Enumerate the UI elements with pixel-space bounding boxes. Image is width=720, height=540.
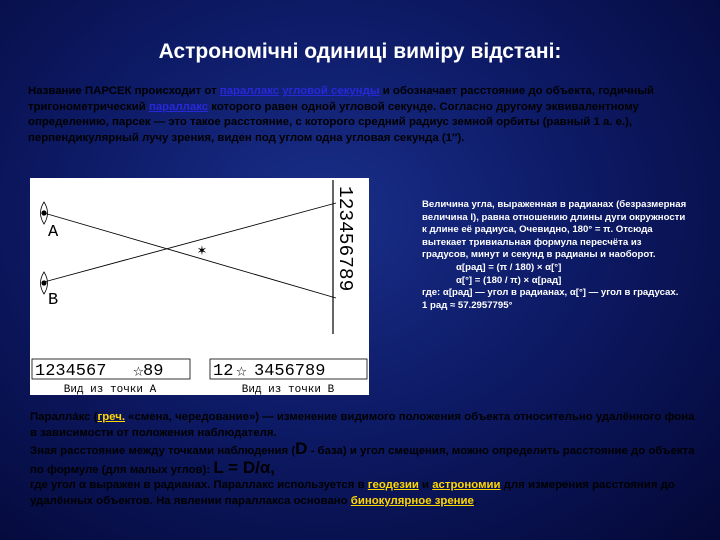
parallax-paragraph-2 (30, 441, 695, 478)
arc-second-link[interactable]: угловой секунды (282, 85, 380, 97)
parallax-link-2[interactable]: параллакс (148, 100, 209, 113)
parallax-text-1: Паралла́кс ( (30, 411, 98, 423)
radian-definition: Величина угла, выраженная в радианах (безразмерная величина l), равна отношению длины дуги окружности к длине её радиуса, Очевидно, 180° = π. Отсюда вытекает тривиальная формула пересчёта из градусов, минут и секунд в радианы и наоборот. (422, 199, 687, 261)
parallax-text-3: Зная расстояние между точками наблюдения ( (30, 445, 296, 458)
view-a-star-icon: ☆ (133, 362, 144, 382)
parallax-diagram-svg (30, 178, 369, 395)
sight-line-from-b (44, 203, 336, 282)
parallax-diagram (30, 178, 369, 395)
astronomy-link[interactable]: астрономии (432, 479, 501, 492)
base-symbol: D (295, 439, 308, 459)
view-a-caption: Вид из точки А (63, 384, 157, 395)
point-b-label: B (48, 291, 59, 310)
background-scale-digits: 123456789 (334, 186, 356, 292)
parallax-text-3c: - база) и угол смещения, можно определить расстояние до объекта по формуле (для малых углов): (30, 445, 695, 476)
radian-legend: где: α[рад] — угол в радианах, α[°] — угол в градусах. (422, 287, 679, 299)
binocular-vision-link[interactable]: бинокулярное зрение (350, 494, 474, 507)
parallax-text-7: . (473, 494, 478, 507)
parallax-text-5: и (418, 479, 433, 492)
parallax-paragraph-3 (30, 478, 695, 509)
view-b-digits-head: 12 (213, 362, 234, 381)
object-star-icon: ✶ (196, 243, 208, 258)
greek-link[interactable]: греч. (97, 411, 125, 423)
eye-icon-a (41, 202, 48, 224)
sight-line-from-a (44, 213, 336, 298)
intro-text-1: Название ПАРСЕК происходит от (28, 85, 220, 97)
geodesy-link[interactable]: геодезии (367, 479, 419, 492)
eye-icon-b (41, 272, 48, 294)
distance-formula: L = D/α, (213, 457, 275, 477)
view-a-digits-tail: 89 (143, 362, 164, 381)
parallax-text-4: где угол α выражен в радианах. Параллакс используется в (30, 479, 368, 492)
parallax-paragraph-1 (30, 410, 695, 441)
parallax-link[interactable]: параллакс (219, 85, 280, 97)
radian-value: 1 рад ≈ 57.2957795° (422, 299, 513, 311)
slide-title: Астрономічні одиниці виміру відстані: (158, 40, 562, 63)
view-b-caption: Вид из точки В (241, 384, 335, 395)
parallax-text-2: «смена, чередование») — изменение видимого положения объекта относительно удалённого фона в зависимости от положения наблюдателя. (30, 411, 695, 439)
intro-text-4: которого равен одной угловой секунде. Согласно другому эквивалентному определению, парсек — это такое расстояние, с которого средний радиус земной орбиты (равный 1 а. е.), перпендикулярный лучу зрения, виден под углом одна угловая секунда (1″). (28, 100, 639, 144)
parsec-definition (28, 84, 693, 146)
parallax-definition (30, 410, 695, 510)
point-a-label: A (48, 223, 59, 242)
view-b-star-icon: ☆ (236, 362, 247, 382)
view-a-digits: 1234567 (35, 362, 107, 381)
parallax-text-6: для измерения расстояния до удалённых объектов. На явлении параллакса основано (30, 479, 675, 507)
radian-note (422, 199, 690, 312)
radian-formula-1: α[рад] = (π / 180) × α[°] (456, 261, 562, 273)
view-b-digits: 3456789 (254, 362, 326, 381)
intro-text-3: и обозначает расстояние до объекта, годичный тригонометрический (28, 85, 655, 113)
radian-formula-2: α[°] = (180 / π) × α[рад] (456, 274, 562, 286)
